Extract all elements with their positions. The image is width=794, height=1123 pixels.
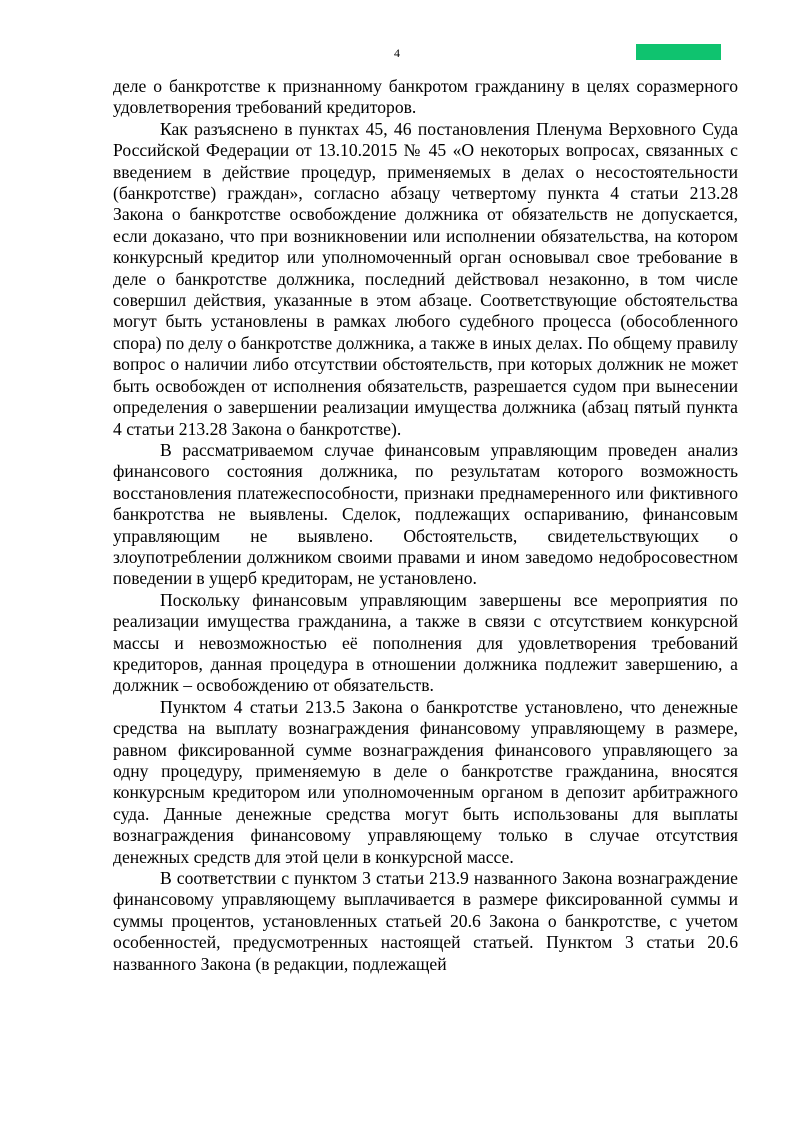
- paragraph-remuneration-deposit: Пунктом 4 статьи 213.5 Закона о банкротстве установлено, что денежные средства на выплату вознаграждения финансовому управляющему в размере, равном фиксированной сумме вознаграждения финансового управляющего за одну процедуру, применяемую в деле о банкротстве гражданина, вносятся конкурсным кредитором или уполномоченным органом в депозит арбитражного суда. Данные денежные средства могут быть использованы для выплаты вознаграждения финансовому управляющему только в случае отсутствия денежных средств для этой цели в конкурсной массе.: [113, 696, 738, 867]
- green-marker: [636, 44, 721, 60]
- paragraph-financial-analysis: В рассматриваемом случае финансовым управляющим проведен анализ финансового состояния должника, по результатам которого возможность восстановления платежеспособности, признаки преднамеренного или фиктивного банкротства не выявлены. Сделок, подлежащих оспариванию, финансовым управляющим не выявлено. Обстоятельств, свидетельствующих о злоупотреблении должником своими правами и ином заведомо недобросовестном поведении в ущерб кредиторам, не установлено.: [113, 439, 738, 589]
- paragraph-continuation: деле о банкротстве к признанному банкротом гражданину в целях соразмерного удовлетворения требований кредиторов.: [113, 76, 738, 118]
- paragraph-remuneration-amount: В соответствии с пунктом 3 статьи 213.9 названного Закона вознаграждение финансовому управляющему выплачивается в размере фиксированной суммы и суммы процентов, установленных статьей 20.6 Закона о банкротстве, с учетом особенностей, предусмотренных настоящей статьей. Пунктом 3 статьи 20.6 названного Закона (в редакции, подлежащей: [113, 868, 738, 974]
- page-number: 4: [394, 46, 400, 60]
- paragraph-plenum-clarification: Как разъяснено в пунктах 45, 46 постановления Пленума Верховного Суда Российской Федерации от 13.10.2015 № 45 «О некоторых вопросах, связанных с введением в действие процедур, применяемых в делах о несостоятельности (банкротстве) граждан», согласно абзацу четвертому пункта 4 статьи 213.28 Закона о банкротстве освобождение должника от обязательств не допускается, если доказано, что при возникновении или исполнении обязательства, на котором конкурсный кредитор или уполномоченный орган основывал свое требование в деле о банкротстве должника, последний действовал незаконно, в том числе совершил действия, указанные в этом абзаце. Соответствующие обстоятельства могут быть установлены в рамках любого судебного процесса (обособленного спора) по делу о банкротстве должника, а также в иных делах. По общему правилу вопрос о наличии либо отсутствии обстоятельств, при которых должник не может быть освобожден от исполнения обязательств, разрешается судом при вынесении определения о завершении реализации имущества должника (абзац пятый пункта 4 статьи 213.28 Закона о банкротстве).: [113, 118, 738, 439]
- paragraph-procedure-completion: Поскольку финансовым управляющим завершены все мероприятия по реализации имущества гражданина, а также в связи с отсутствием конкурсной массы и невозможностью её пополнения для удовлетворения требований кредиторов, данная процедура в отношении должника подлежит завершению, а должник – освобождению от обязательств.: [113, 589, 738, 696]
- document-body: [113, 76, 738, 975]
